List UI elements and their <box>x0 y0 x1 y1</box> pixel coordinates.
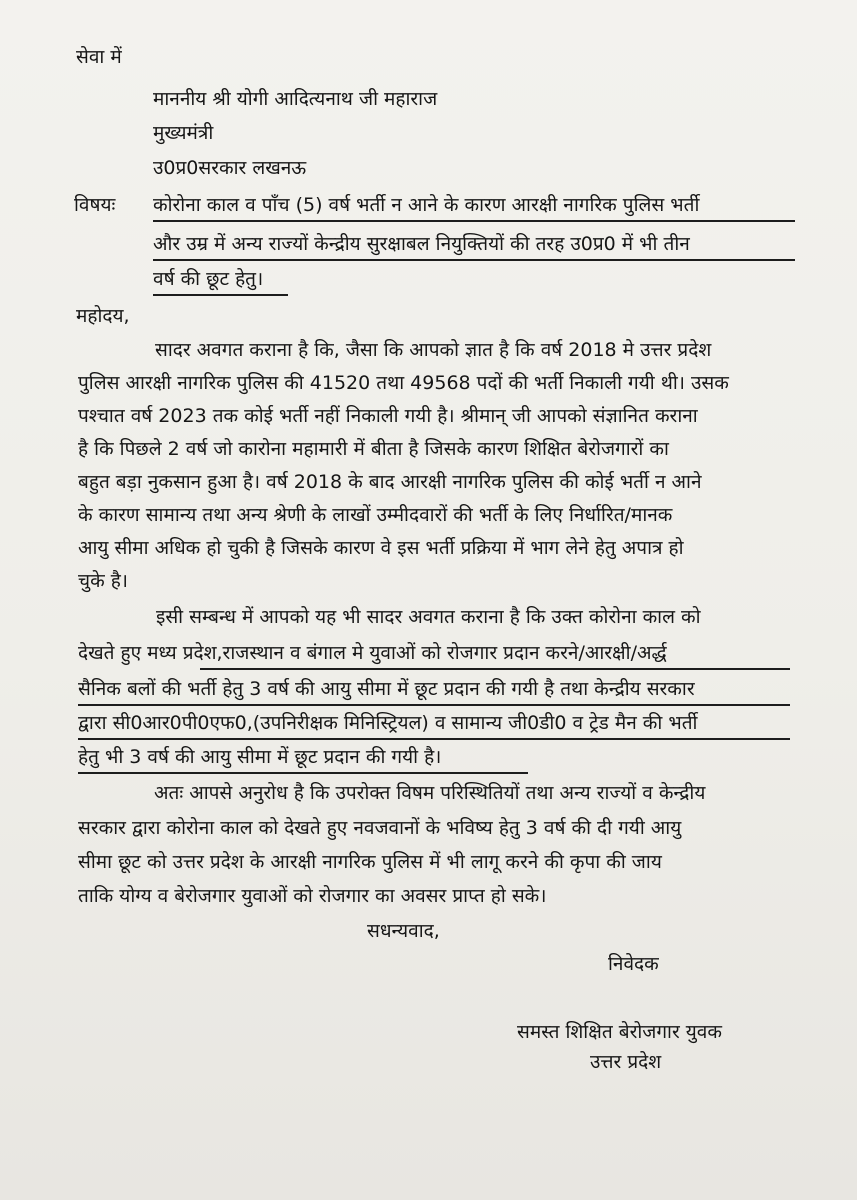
subject-line-2: और उम्र में अन्य राज्यों केन्द्रीय सुरक्षाबल नियुक्तियों की तरह उ0प्र0 में भी तीन <box>153 233 690 255</box>
salutation-to: सेवा में <box>76 46 122 68</box>
para2-line-4: द्वारा सी0आर0पी0एफ0,(उपनिरीक्षक मिनिस्ट्रियल) व सामान्य जी0डी0 व ट्रेड मैन की भर्ती <box>78 712 698 734</box>
subject-line-3: वर्ष की छूट हेतु। <box>153 268 264 290</box>
para1-line-3: पश्चात वर्ष 2023 तक कोई भर्ती नहीं निकाली गयी है। श्रीमान् जी आपको संज्ञानित कराना <box>78 405 698 427</box>
recipient-name: माननीय श्री योगी आदित्यनाथ जी महाराज <box>153 88 438 110</box>
para3-line-2: सरकार द्वारा कोरोना काल को देखते हुए नवजवानों के भविष्य हेतु 3 वर्ष की दी गयी आयु <box>78 817 682 839</box>
recipient-office: उ0प्र0सरकार लखनऊ <box>153 157 307 179</box>
para3-line-3: सीमा छूट को उत्तर प्रदेश के आरक्षी नागरिक पुलिस में भी लागू करने की कृपा की जाय <box>78 851 662 873</box>
para1-line-6: के कारण सामान्य तथा अन्य श्रेणी के लाखों उम्मीदवारों की भर्ती के लिए निर्धारित/मानक <box>78 504 673 526</box>
para2-line-1: इसी सम्बन्ध में आपको यह भी सादर अवगत कराना है कि उक्त कोरोना काल को <box>156 606 701 628</box>
para2-underline-4 <box>78 738 790 740</box>
para1-line-4: है कि पिछले 2 वर्ष जो कारोना महामारी में बीता है जिसके कारण शिक्षित बेरोजगारों का <box>78 438 669 460</box>
para2-line-5: हेतु भी 3 वर्ष की आयु सीमा में छूट प्रदान की गयी है। <box>78 746 442 768</box>
recipient-title: मुख्यमंत्री <box>153 122 214 144</box>
sender-line-2: उत्तर प्रदेश <box>590 1051 662 1073</box>
para2-underline-3 <box>78 704 790 706</box>
subject-underline-3 <box>153 294 288 296</box>
para3-line-1: अतः आपसे अनुरोध है कि उपरोक्त विषम परिस्थितियों तथा अन्य राज्यों व केन्द्रीय <box>154 782 706 804</box>
para1-line-7: आयु सीमा अधिक हो चुकी है जिसके कारण वे इस भर्ती प्रक्रिया में भाग लेने हेतु अपात्र हो <box>78 537 684 559</box>
para2-line-3: सैनिक बलों की भर्ती हेतु 3 वर्ष की आयु सीमा में छूट प्रदान की गयी है तथा केन्द्रीय सरकार <box>78 678 695 700</box>
subject-label: विषयः <box>74 194 116 216</box>
para2-line-2: देखते हुए मध्य प्रदेश,राजस्थान व बंगाल मे युवाओं को रोजगार प्रदान करने/आरक्षी/अर्द्ध <box>78 642 667 664</box>
subject-underline-2 <box>153 259 795 261</box>
sender-line-1: समस्त शिक्षित बेरोजगार युवक <box>517 1021 722 1043</box>
para2-underline-5 <box>78 772 528 774</box>
para1-line-2: पुलिस आरक्षी नागरिक पुलिस की 41520 तथा 49568 पदों की भर्ती निकाली गयी थी। उसक <box>78 372 729 394</box>
thanks: सधन्यवाद, <box>367 920 440 942</box>
para1-line-5: बहुत बड़ा नुकसान हुआ है। वर्ष 2018 के बाद आरक्षी नागरिक पुलिस की कोई भर्ती न आने <box>78 471 702 493</box>
para1-line-8: चुके है। <box>78 570 128 592</box>
subject-underline-1 <box>153 220 795 222</box>
subject-line-1: कोरोना काल व पाँच (5) वर्ष भर्ती न आने के कारण आरक्षी नागरिक पुलिस भर्ती <box>153 194 700 216</box>
signoff: निवेदक <box>608 953 659 975</box>
para1-line-1: सादर अवगत कराना है कि, जैसा कि आपको ज्ञात है कि वर्ष 2018 मे उत्तर प्रदेश <box>155 339 712 361</box>
greeting: महोदय, <box>76 305 130 327</box>
para2-underline-2 <box>200 668 790 670</box>
para3-line-4: ताकि योग्य व बेरोजगार युवाओं को रोजगार का अवसर प्राप्त हो सके। <box>78 885 547 907</box>
